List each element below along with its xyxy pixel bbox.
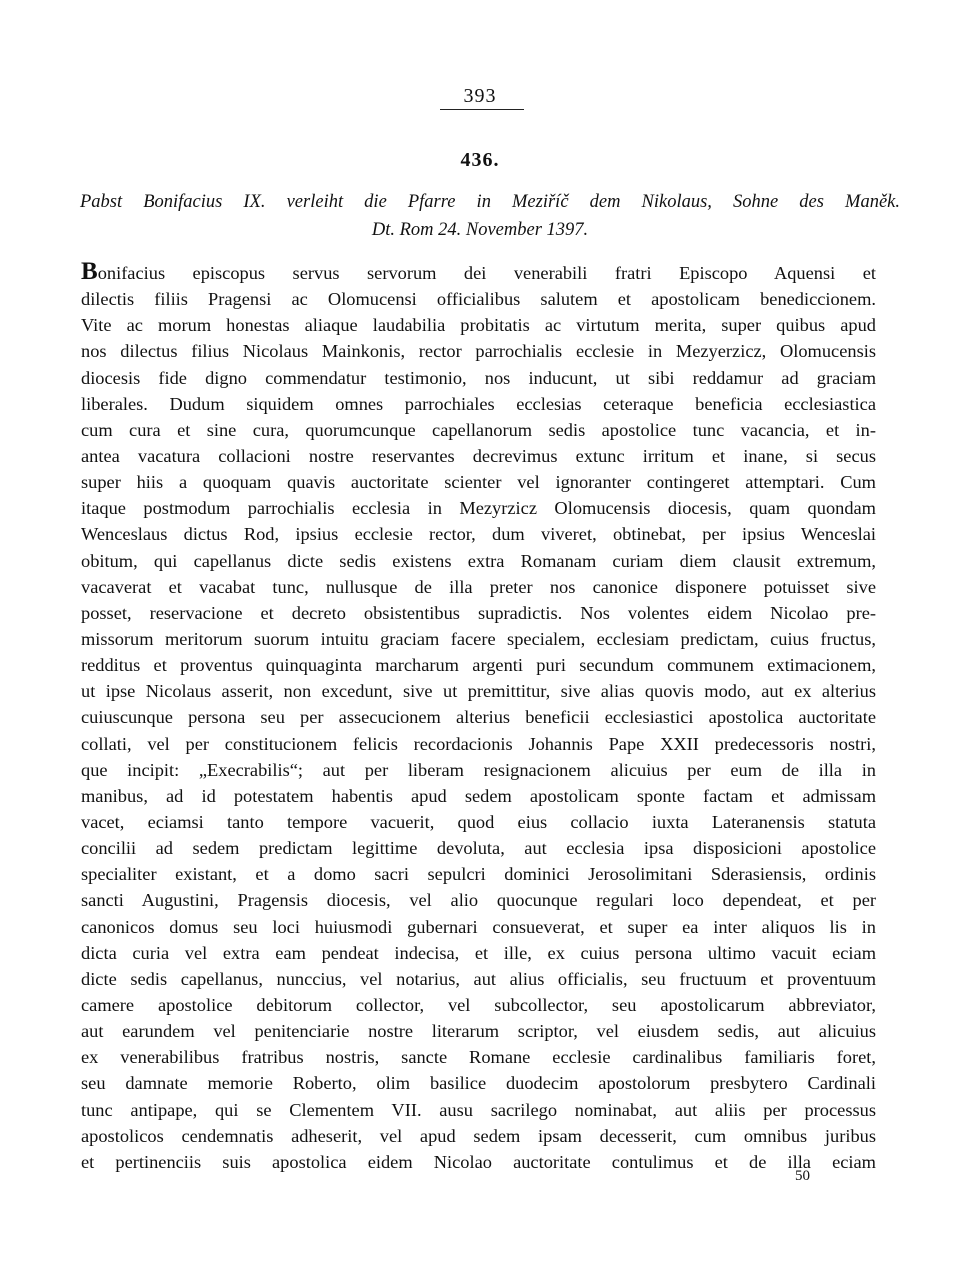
- body-line: obitum, qui capellanus dicte sedis existens extra Romanam curiam diem clausit extremum,: [81, 550, 876, 571]
- body-line: liberales. Dudum siquidem omnes parrochiales ecclesias ceteraque beneficia ecclesiastica: [81, 393, 876, 414]
- body-line: seu damnate memorie Roberto, olim basilice duodecim apostolorum presbytero Cardinali: [81, 1073, 876, 1094]
- body-line: posset, reservacione et decreto obsistentibus supradictis. Nos volentes eidem Nicolao pre-: [81, 602, 876, 623]
- body-line: missorum meritorum suorum intuitu graciam facere specialem, ecclesiam predictam, cuius fructus,: [81, 628, 876, 649]
- body-line: antea vacatura collacioni nostre reservantes decrevimus extunc irritum et inane, si secus: [81, 445, 876, 466]
- drop-initial: B: [81, 258, 98, 285]
- signature-mark: 50: [795, 1168, 810, 1184]
- document-number: 436.: [460, 149, 500, 171]
- body-line: ex venerabilibus fratribus nostris, sancte Romane ecclesie cardinalibus familiaris foret,: [81, 1047, 876, 1068]
- body-line: super hiis a quoquam quavis auctoritate scienter vel ignoranter contingeret attemptari. Cum: [81, 472, 876, 493]
- body-line: dicte sedis capellanus, nunccius, vel notarius, aut alius officialis, seu fructuum et proventuum: [81, 968, 876, 989]
- body-line: tunc antipape, qui se Clementem VII. ausu sacrilego nominabat, aut aliis per processus: [81, 1099, 876, 1120]
- body-line: diocesis fide digno commendatur testimonio, nos inducunt, ut sibi reddamur ad graciam: [81, 367, 876, 388]
- body-line-text: onifacius episcopus servus servorum dei venerabili fratri Episcopo Aquensi et: [97, 263, 876, 283]
- body-line: nos dilectus filius Nicolaus Mainkonis, rector parrochialis ecclesie in Mezyerzicz, Olomucensis: [81, 341, 876, 362]
- document-body: [81, 260, 876, 1175]
- body-line: que incipit: „Execrabilis“; aut per liberam resignacionem alicuius per eum de illa in: [81, 759, 876, 780]
- body-line: Wenceslaus dictus Rod, ipsius ecclesie rector, dum viveret, obtinebat, per ipsius Wenceslai: [81, 524, 876, 545]
- regest-line-2: Dt. Rom 24. November 1397.: [371, 220, 589, 240]
- body-line: concilii ad sedem predictam legittime devoluta, aut ecclesia ipsa disposicioni apostolice: [81, 838, 876, 859]
- body-line: camere apostolice debitorum collector, vel subcollector, seu apostolicarum abbreviator,: [81, 994, 876, 1015]
- body-line: [81, 260, 876, 286]
- body-line: ut ipse Nicolaus asserit, non excedunt, sive ut premittitur, sive alias quovis modo, aut ex alterius: [81, 681, 876, 702]
- body-line: vacet, eciamsi tanto tempore vacuerit, quod eius collacio iuxta Lateranensis statuta: [81, 811, 876, 832]
- body-line: aut earundem vel penitenciarie nostre literarum scriptor, vel eiusdem sedis, aut alicuius: [81, 1021, 876, 1042]
- body-line: dilectis filiis Pragensi ac Olomucensi officialibus salutem et apostolicam benediccionem.: [81, 289, 876, 310]
- body-line: dicta curia vel extra eam pendeat indecisa, et ille, ex cuius persona ultimo vacuit eciam: [81, 942, 876, 963]
- body-line: redditus et proventus quinquaginta marcharum argenti puri secundum communem extimacionem,: [81, 655, 876, 676]
- page-number: 393: [463, 85, 497, 107]
- body-line: apostolicos cendemnatis adheserit, vel apud sedem ipsam decesserit, cum omnibus juribus: [81, 1125, 876, 1146]
- regest-line-1: Pabst Bonifacius IX. verleiht die Pfarre in Meziříč dem Nikolaus, Sohne des Maněk.: [80, 192, 900, 212]
- body-line: cuiuscunque persona seu per assecucionem alterius beneficii ecclesiastici apostolica auctoritate: [81, 707, 876, 728]
- body-line: et pertinenciis suis apostolica eidem Nicolao auctoritate contulimus et de illa eciam: [81, 1151, 876, 1172]
- body-line: canonicos domus seu loci huiusmodi gubernari consueverat, et super ea inter aliquos lis in: [81, 916, 876, 937]
- body-line: manibus, ad id potestatem habentis apud sedem apostolicam sponte factam et admissam: [81, 785, 876, 806]
- body-line: collati, vel per constitucionem felicis recordacionis Johannis Pape XXII predecessoris nostri,: [81, 733, 876, 754]
- body-line: sancti Augustini, Pragensis diocesis, vel alio quocunque regulari loco dependeat, et per: [81, 890, 876, 911]
- body-line: cum cura et sine cura, quorumcunque capellanorum sedis apostolice tunc vacancia, et in-: [81, 419, 876, 440]
- body-line: vacaverat et vacabat tunc, nullusque de illa preter nos canonice disponere potuisset sive: [81, 576, 876, 597]
- body-line: Vite ac morum honestas aliaque laudabilia probitatis ac virtutum merita, super quibus apud: [81, 315, 876, 336]
- body-line: itaque postmodum parrochialis ecclesia in Mezyrzicz Olomucensis diocesis, quam quondam: [81, 498, 876, 519]
- page-number-rule: [440, 109, 524, 110]
- body-line: specialiter existant, et a domo sacri sepulcri dominici Jerosolimitani Sderasiensis, ordinis: [81, 864, 876, 885]
